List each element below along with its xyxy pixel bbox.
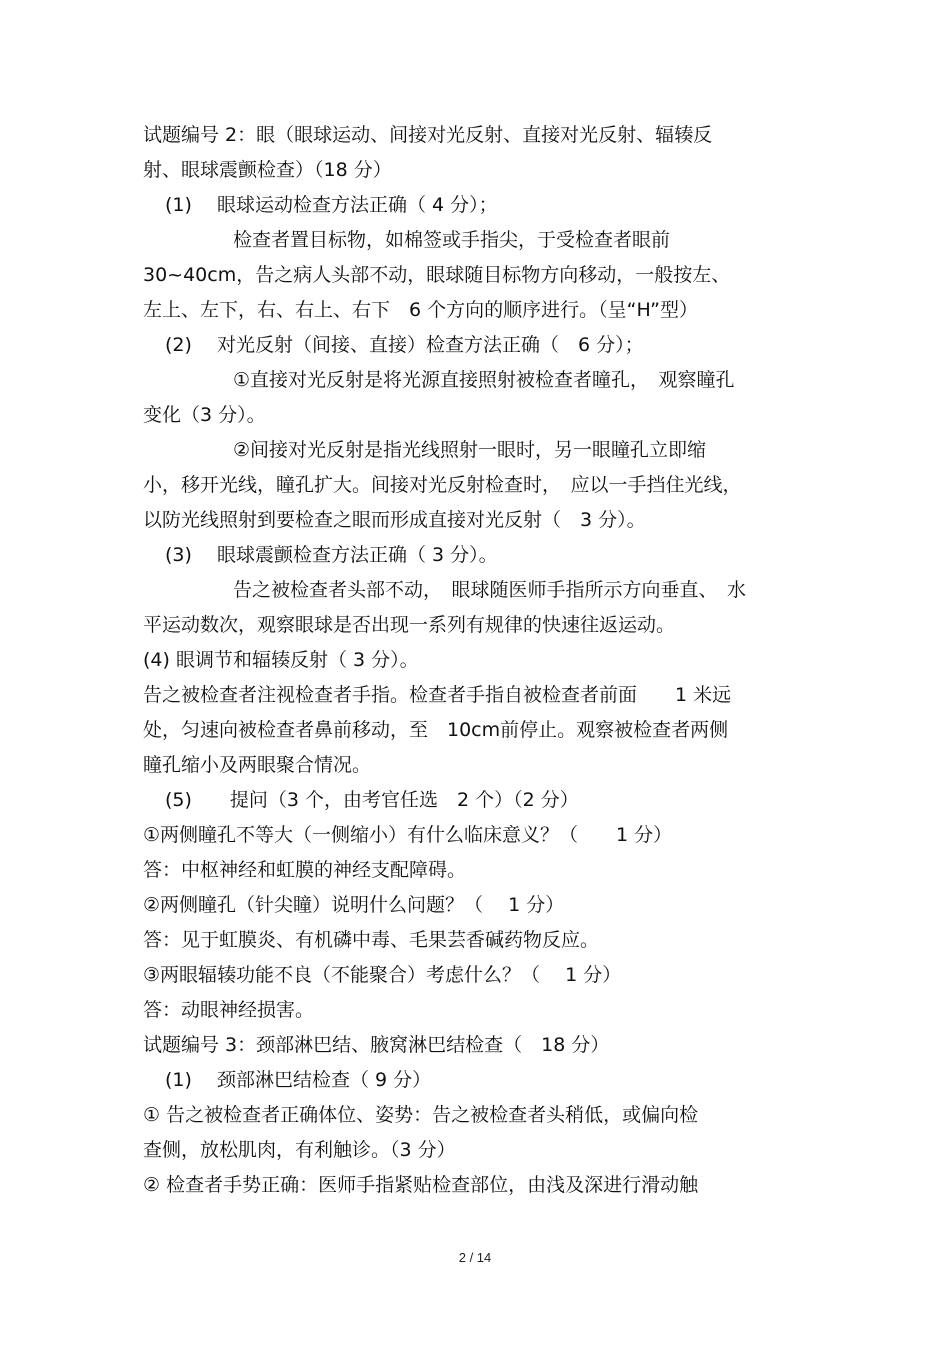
page-number: 2 / 14 (458, 1250, 492, 1265)
text-line: 查侧，放松肌肉，有利触诊。（3 分） (143, 1139, 456, 1161)
text-line: 射、眼球震颤检查）（18 分） (143, 159, 392, 181)
text-line: 答：动眼神经损害。 (143, 999, 315, 1021)
text-line: 试题编号 3：颈部淋巴结、腋窝淋巴结检查（ 18 分） (143, 1034, 610, 1056)
text-line: ②两侧瞳孔（针尖瞳）说明什么问题？（ 1 分） (143, 894, 565, 916)
text-line: ①两侧瞳孔不等大（一侧缩小）有什么临床意义？（ 1 分） (143, 824, 673, 846)
text-line: (1) 眼球运动检查方法正确（ 4 分）； (165, 194, 498, 216)
text-line: 变化（3 分）。 (143, 404, 266, 426)
text-line: (1) 颈部淋巴结检查（ 9 分） (165, 1069, 432, 1091)
text-line: 答：中枢神经和虹膜的神经支配障碍。 (143, 859, 467, 881)
text-line: (2) 对光反射（间接、直接）检查方法正确（ 6 分）； (165, 334, 644, 356)
text-line: (3) 眼球震颤检查方法正确（ 3 分）。 (165, 544, 498, 566)
text-line: 瞳孔缩小及两眼聚合情况。 (143, 754, 372, 776)
text-line: ③两眼辐辏功能不良（不能聚合）考虑什么？（ 1 分） (143, 964, 622, 986)
text-line: 30~40cm，告之病人头部不动，眼球随目标物方向移动，一般按左、 (143, 264, 731, 286)
text-line: 平运动数次，观察眼球是否出现一系列有规律的快速往返运动。 (143, 614, 676, 636)
document-body (143, 118, 823, 1203)
text-line: 处，匀速向被检查者鼻前移动，至 10cm前停止。观察被检查者两侧 (143, 719, 729, 741)
text-line: 答：见于虹膜炎、有机磷中毒、毛果芸香碱药物反应。 (143, 929, 600, 951)
text-line: 左上、左下，右、右上、右下 6 个方向的顺序进行。（呈“H”型） (143, 299, 699, 321)
text-line: 小，移开光线，瞳孔扩大。间接对光反射检查时， 应以一手挡住光线， (143, 474, 742, 496)
text-line: ①直接对光反射是将光源直接照射被检查者瞳孔， 观察瞳孔 (233, 369, 735, 391)
text-line: (4) 眼调节和辐辏反射（ 3 分）。 (143, 649, 419, 671)
text-line: 以防光线照射到要检查之眼而形成直接对光反射（ 3 分）。 (143, 509, 646, 531)
text-line: 告之被检查者注视检查者手指。检查者手指自被检查者前面 1 米远 (143, 684, 732, 706)
text-line: ① 告之被检查者正确体位、姿势：告之被检查者头稍低，或偏向检 (143, 1104, 699, 1126)
text-line: 试题编号 2：眼（眼球运动、间接对光反射、直接对光反射、辐辏反 (143, 124, 713, 146)
text-line: (5) 提问（3 个，由考官任选 2 个）（2 分） (165, 789, 579, 811)
text-line: ②间接对光反射是指光线照射一眼时，另一眼瞳孔立即缩 (233, 439, 707, 461)
text-line: ② 检查者手势正确：医师手指紧贴检查部位，由浅及深进行滑动触 (143, 1174, 699, 1196)
text-line: 告之被检查者头部不动， 眼球随医师手指所示方向垂直、 水 (233, 579, 747, 601)
text-line: 检查者置目标物，如棉签或手指尖，于受检查者眼前 (233, 229, 671, 251)
